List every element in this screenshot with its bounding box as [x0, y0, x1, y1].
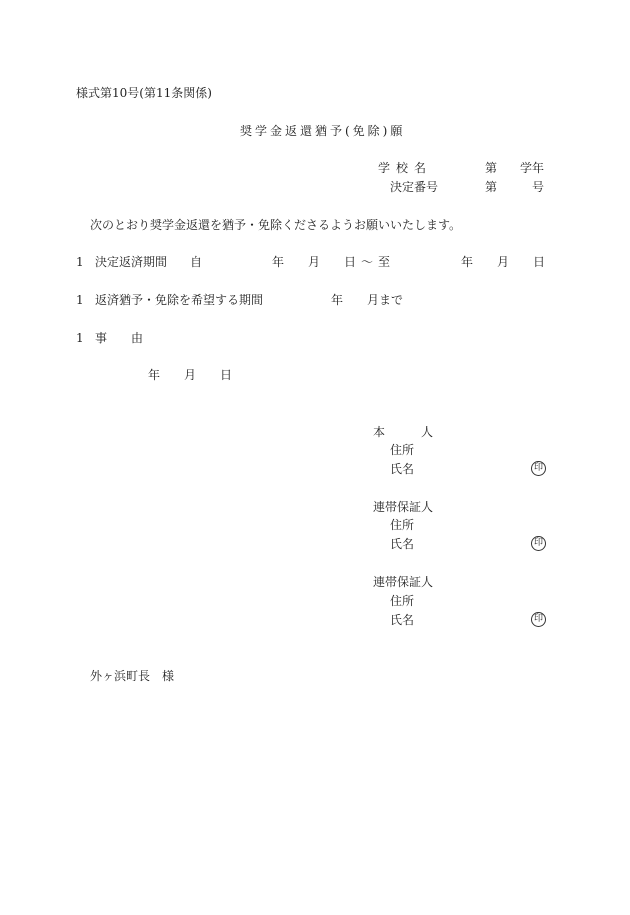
- item1-day1: 日: [344, 255, 357, 269]
- school-grade: 学年: [520, 161, 545, 175]
- page-title: 奨学金返還猶予(免除)願: [240, 124, 406, 138]
- item1-tilde: ～: [361, 255, 374, 269]
- guarantor2-seal-icon: 印: [531, 612, 546, 627]
- decision-label: 決定番号: [390, 180, 439, 194]
- form-number: 様式第10号(第11条関係): [76, 86, 212, 100]
- guarantor1-address-label: 住所: [390, 518, 415, 532]
- item3-label-b: 由: [131, 331, 144, 345]
- school-label: 学校名: [378, 161, 433, 175]
- item1-label: 決定返済期間: [95, 255, 168, 269]
- applicant-seal-icon: 印: [531, 461, 546, 476]
- item3-label-a: 事: [95, 331, 108, 345]
- item1-month1: 月: [308, 255, 321, 269]
- item1-from: 自: [190, 255, 203, 269]
- item3-number: 1: [76, 331, 84, 345]
- guarantor1-label: 連帯保証人: [373, 500, 434, 514]
- decision-go: 号: [532, 180, 545, 194]
- guarantor2-address-label: 住所: [390, 594, 415, 608]
- applicant-label-hito: 人: [421, 425, 434, 439]
- applicant-label-moto: 本: [373, 425, 386, 439]
- date-day: 日: [220, 368, 233, 382]
- guarantor2-label: 連帯保証人: [373, 575, 434, 589]
- item1-number: 1: [76, 255, 84, 269]
- guarantor1-name-label: 氏名: [390, 537, 415, 551]
- guarantor2-name-label: 氏名: [390, 613, 415, 627]
- item2-until: 月まで: [367, 293, 404, 307]
- applicant-address-label: 住所: [390, 443, 415, 457]
- date-month: 月: [184, 368, 197, 382]
- addressee: 外ヶ浜町長 様: [90, 669, 175, 683]
- date-year: 年: [148, 368, 161, 382]
- item2-label: 返済猶予・免除を希望する期間: [95, 293, 264, 307]
- item2-number: 1: [76, 293, 84, 307]
- guarantor1-seal-icon: 印: [531, 536, 546, 551]
- item1-year2: 年: [461, 255, 474, 269]
- item1-to: 至: [378, 255, 391, 269]
- item1-day2: 日: [533, 255, 546, 269]
- applicant-name-label: 氏名: [390, 462, 415, 476]
- item2-year: 年: [331, 293, 344, 307]
- intro-text: 次のとおり奨学金返還を猶予・免除くださるようお願いいたします。: [90, 218, 462, 232]
- item1-month2: 月: [497, 255, 510, 269]
- school-dai: 第: [485, 161, 498, 175]
- decision-dai: 第: [485, 180, 498, 194]
- item1-year1: 年: [272, 255, 285, 269]
